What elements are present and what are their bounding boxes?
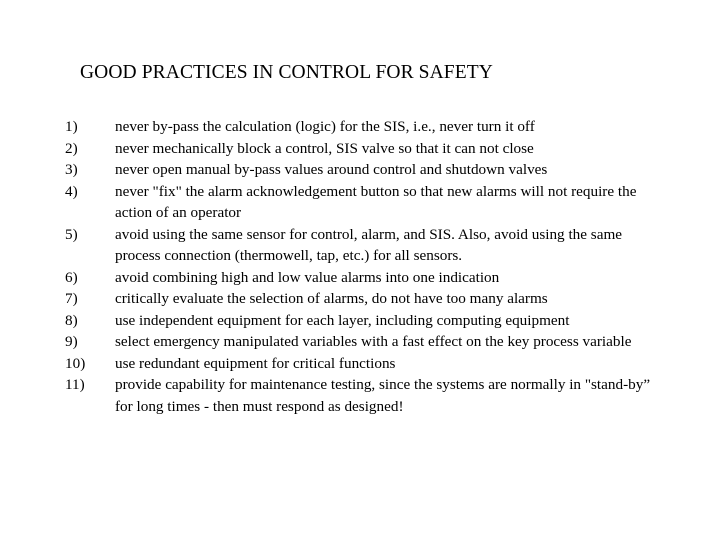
item-number: 3)	[65, 161, 78, 178]
item-text: never by-pass the calculation (logic) for the SIS, i.e., never turn it off	[115, 118, 535, 135]
practices-list	[65, 116, 665, 417]
list-item	[65, 331, 665, 353]
item-number: 7)	[65, 290, 78, 307]
item-text: critically evaluate the selection of alarms, do not have too many alarms	[115, 290, 548, 307]
list-item	[65, 159, 665, 181]
list-item	[65, 288, 665, 310]
item-text: never "fix" the alarm acknowledgement button so that new alarms will not require the action of an operator	[115, 182, 637, 221]
list-item	[65, 353, 665, 375]
list-item	[65, 138, 665, 160]
item-number: 4)	[65, 182, 78, 200]
list-item	[65, 224, 665, 267]
item-number: 6)	[65, 268, 78, 286]
item-text: never open manual by-pass values around control and shutdown valves	[115, 161, 548, 178]
list-item	[65, 181, 665, 224]
item-number: 1)	[65, 118, 78, 135]
list-item	[65, 116, 665, 138]
item-text: use independent equipment for each layer, including computing equipment	[115, 311, 570, 329]
list-item	[65, 267, 665, 289]
item-text: never mechanically block a control, SIS valve so that it can not close	[115, 139, 534, 157]
item-number: 9)	[65, 333, 78, 350]
item-number: 8)	[65, 311, 78, 329]
item-number: 2)	[65, 139, 78, 157]
item-number: 11)	[65, 376, 85, 393]
item-text: select emergency manipulated variables with a fast effect on the key process variable	[115, 333, 632, 350]
list-item	[65, 310, 665, 332]
page-title: GOOD PRACTICES IN CONTROL FOR SAFETY	[80, 62, 493, 83]
item-text: provide capability for maintenance testing, since the systems are normally in "stand-by” for long times - then must respond as designed!	[115, 376, 651, 415]
item-text: use redundant equipment for critical functions	[115, 354, 396, 372]
item-number: 5)	[65, 225, 78, 243]
item-text: avoid combining high and low value alarms into one indication	[115, 268, 500, 286]
item-number: 10)	[65, 354, 86, 372]
item-text: avoid using the same sensor for control, alarm, and SIS. Also, avoid using the same process connection (thermowell, tap, etc.) for all sensors.	[115, 225, 623, 264]
list-item	[65, 374, 665, 417]
